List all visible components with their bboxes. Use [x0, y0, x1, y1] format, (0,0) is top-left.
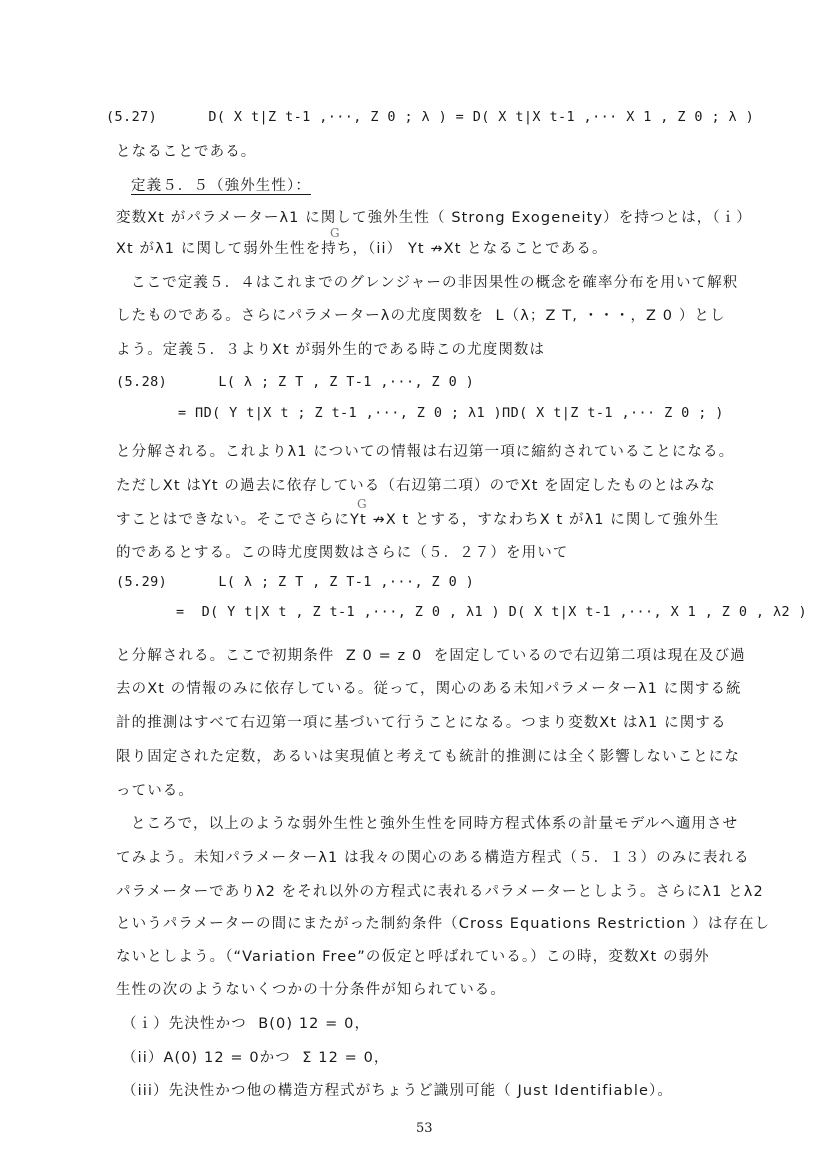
paragraph-line: 計的推測はすべて右辺第一項に基づいて行うことになる。つまり変数Xt はλ1 に関する: [116, 715, 727, 731]
paragraph-line: Xt がλ1 に関して弱外生性を持ち，（ii） Yt ↛Xt となることである。: [116, 241, 608, 257]
paragraph-line: ただしXt はYt の過去に依存している（右辺第二項）のでXt を固定したものとはみな: [116, 478, 716, 494]
paragraph-line: ここで定義５．４はこれまでのグレンジャーの非因果性の概念を確率分布を用いて解釈: [131, 275, 739, 291]
paragraph-line: 生性の次のようないくつかの十分条件が知られている。: [116, 982, 506, 998]
definition-5-5-heading: 定義５．５（強外生性）：: [131, 178, 311, 194]
granger-mark-g: G: [357, 497, 367, 511]
condition-i: （ｉ）先決性かつ B(0) 12 = 0，: [122, 1016, 371, 1032]
paragraph-line: ないとしよう。（“Variation Free”の仮定と呼ばれている。）この時，変数Xt の弱外: [116, 949, 710, 965]
paragraph-line: 去のXt の情報のみに依存している。従って，関心のある未知パラメーターλ1 に関する統: [116, 681, 742, 697]
equation-5-29: (5.29) L( λ ; Z T , Z T-1 ,···, Z 0 ): [116, 574, 475, 590]
paragraph-line: っている。: [116, 783, 194, 799]
paragraph-line: ところで，以上のような弱外生性と強外生性を同時方程式体系の計量モデルへ適用させ: [131, 816, 739, 832]
equation-5-27: (5.27) D( X t|Z t-1 ,···, Z 0 ; λ ) = D( X t|X t-1 ,··· X 1 , Z 0 ; λ ): [106, 109, 755, 125]
paragraph-line: パラメーターでありλ2 をそれ以外の方程式に表れるパラメーターとしよう。さらにλ1 とλ2: [116, 884, 764, 900]
condition-ii: （ii）A(0) 12 = 0かつ Σ 12 = 0，: [122, 1050, 390, 1066]
paragraph-line: と分解される。ここで初期条件 Z 0 = z 0 を固定しているので右辺第二項は現在及び過: [116, 648, 746, 664]
paragraph-line: したものである。さらにパラメーターλの尤度関数を L（λ；Z T, ・・・，Z 0 ）とし: [116, 308, 726, 324]
page-number: 53: [416, 1121, 433, 1136]
paragraph-line: 限り固定された定数，あるいは実現値と考えても統計的推測には全く影響しないことにな: [116, 749, 740, 765]
paragraph-line: よう。定義５．３よりXt が弱外生的である時この尤度関数は: [116, 342, 546, 358]
paragraph-line: 変数Xt がパラメーターλ1 に関して強外生性（ Strong Exogeneity）を持つとは，（ｉ）: [116, 210, 752, 226]
paragraph-line: 的であるとする。この時尤度関数はさらに（５．２７）を用いて: [116, 545, 569, 561]
granger-mark-g: G: [330, 226, 340, 240]
paragraph-line: となることである。: [116, 144, 257, 160]
paragraph-line: てみよう。未知パラメーターλ1 は我々の関心のある構造方程式（５．１３）のみに表れる: [116, 850, 750, 866]
paragraph-line: というパラメーターの間にまたがった制約条件（Cross Equations Restriction ）は存在し: [116, 916, 771, 932]
paragraph-line: と分解される。これよりλ1 についての情報は右辺第一項に縮約されていることになる。: [116, 444, 735, 460]
condition-iii: （iii）先決性かつ他の構造方程式がちょうど識別可能（ Just Identifiable）。: [122, 1083, 673, 1099]
equation-5-29-rhs: = D( Y t|X t , Z t-1 ,···, Z 0 , λ1 ) D( X t|X t-1 ,···, X 1 , Z 0 , λ2 ): [176, 604, 808, 620]
equation-5-28: (5.28) L( λ ; Z T , Z T-1 ,···, Z 0 ): [116, 374, 475, 390]
paragraph-line: すことはできない。そこでさらにYt ↛X t とする，すなわちX t がλ1 に関して強外生: [116, 512, 720, 528]
equation-5-28-rhs: = ΠD( Y t|X t ; Z t-1 ,···, Z 0 ; λ1 )ΠD( X t|Z t-1 ,··· Z 0 ; ): [178, 405, 724, 421]
